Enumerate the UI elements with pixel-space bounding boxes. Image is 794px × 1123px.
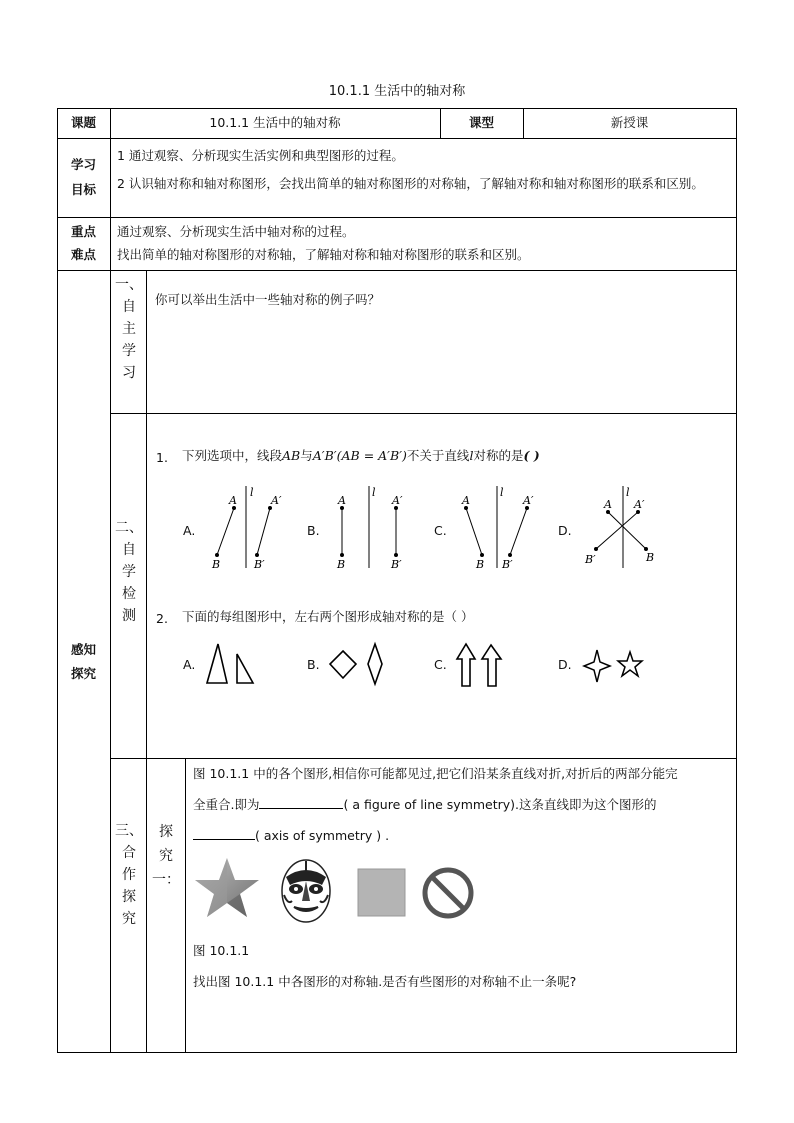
- prohibited-sign-figure: [420, 865, 476, 921]
- goals-label-2: 目标: [70, 182, 96, 197]
- figure-caption: 图 10.1.1: [193, 943, 250, 958]
- part3-label: 三、 合 作 探 究: [115, 823, 143, 927]
- keypoint-item-2: 找出简单的轴对称图形的对称轴，了解轴对称和轴对称图形的联系和区别。: [117, 247, 530, 262]
- topic-value: 10.1.1 生活中的轴对称: [209, 115, 341, 130]
- star-figure: [192, 856, 262, 920]
- svg-text:A′: A′: [271, 494, 282, 507]
- type-label: 课型: [468, 115, 494, 130]
- svg-text:A: A: [229, 494, 237, 507]
- svg-text:l: l: [372, 486, 376, 499]
- part1-label: 一、 自 主 学 习: [115, 277, 143, 381]
- svg-text:l: l: [500, 486, 504, 499]
- type-value: 新授课: [610, 115, 649, 130]
- part3-paragraph-1: 图 10.1.1 中的各个图形,相信你可能都见过,把它们沿某条直线对折,对折后的两部分能完: [193, 766, 678, 781]
- part3-paragraph-3: ( axis of symmetry ) .: [193, 826, 389, 846]
- blank-answer-1[interactable]: [259, 795, 343, 809]
- part2-label: 二、 自 学 检 测: [115, 520, 143, 624]
- q1-diagram-a: [200, 482, 290, 574]
- svg-text:B: B: [646, 551, 655, 564]
- q1-option-a: A.: [183, 523, 196, 538]
- svg-text:l: l: [250, 486, 254, 499]
- part3-paragraph-2: 全重合.即为 ( a figure of line symmetry).这条直线即为这个图形的: [193, 797, 657, 812]
- svg-text:A: A: [338, 494, 346, 507]
- svg-text:l: l: [626, 486, 630, 499]
- svg-text:B′: B′: [585, 553, 596, 566]
- q2-option-c: C.: [434, 657, 447, 672]
- svg-text:A′: A′: [392, 494, 403, 507]
- part3-sub-label: 探 究 一：: [152, 824, 180, 888]
- opera-mask-figure: [278, 855, 334, 925]
- page-title: 10.1.1 生活中的轴对称: [328, 84, 466, 99]
- keypoint-item-1: 通过观察、分析现实生活中轴对称的过程。: [117, 224, 355, 239]
- q1-diagram-c: [452, 482, 542, 574]
- part1-question: 你可以举出生活中一些轴对称的例子吗？: [155, 292, 381, 307]
- q2-option-b: B.: [307, 657, 320, 672]
- svg-text:A: A: [462, 494, 470, 507]
- part3-question: 找出图 10.1.1 中各图形的对称轴.是否有些图形的对称轴不止一条呢?: [193, 974, 577, 989]
- q2-text: 下面的每组图形中，左右两个图形成轴对称的是（ ）: [182, 609, 474, 624]
- q2-figure-a-triangles: [200, 640, 260, 690]
- q2-option-d: D.: [558, 657, 572, 672]
- q2-option-a: A.: [183, 657, 196, 672]
- keypoints-label-2: 难点: [70, 247, 96, 262]
- q2-figure-c-arrows: [451, 640, 511, 690]
- goal-item-1: 1 通过观察、分析现实生活实例和典型图形的过程。: [117, 148, 404, 163]
- svg-text:B′: B′: [254, 558, 265, 571]
- svg-text:A: A: [604, 498, 612, 511]
- q2-number: 2.: [156, 611, 168, 626]
- goal-item-2: 2 认识轴对称和轴对称图形，会找出简单的轴对称图形的对称轴，了解轴对称和轴对称图形的联系和区别。: [117, 176, 704, 191]
- svg-text:B: B: [337, 558, 346, 571]
- goals-label-1: 学习: [70, 157, 96, 172]
- square-figure: [357, 868, 407, 918]
- section-label-2: 探究: [70, 666, 96, 681]
- q1-option-c: C.: [434, 523, 447, 538]
- blank-answer-2[interactable]: [193, 826, 255, 840]
- svg-text:A′: A′: [523, 494, 534, 507]
- q1-option-d: D.: [558, 523, 572, 538]
- q1-number: 1.: [156, 450, 168, 465]
- section-label-1: 感知: [70, 642, 96, 657]
- q2-figure-b-diamonds: [326, 640, 386, 690]
- q1-option-b: B.: [307, 523, 320, 538]
- svg-text:B′: B′: [502, 558, 513, 571]
- svg-text:B′: B′: [391, 558, 402, 571]
- svg-text:B: B: [212, 558, 221, 571]
- topic-label: 课题: [70, 115, 96, 130]
- q1-diagram-b: [324, 482, 414, 574]
- svg-text:A′: A′: [634, 498, 645, 511]
- q2-figure-d-stars: [580, 646, 650, 686]
- q1-text: 下列选项中，线段AB与A′B′(AB = A′B′)不关于直线l对称的是( ): [182, 448, 540, 463]
- q1-diagram-d: [578, 482, 670, 574]
- svg-text:B: B: [476, 558, 485, 571]
- keypoints-label-1: 重点: [70, 224, 96, 239]
